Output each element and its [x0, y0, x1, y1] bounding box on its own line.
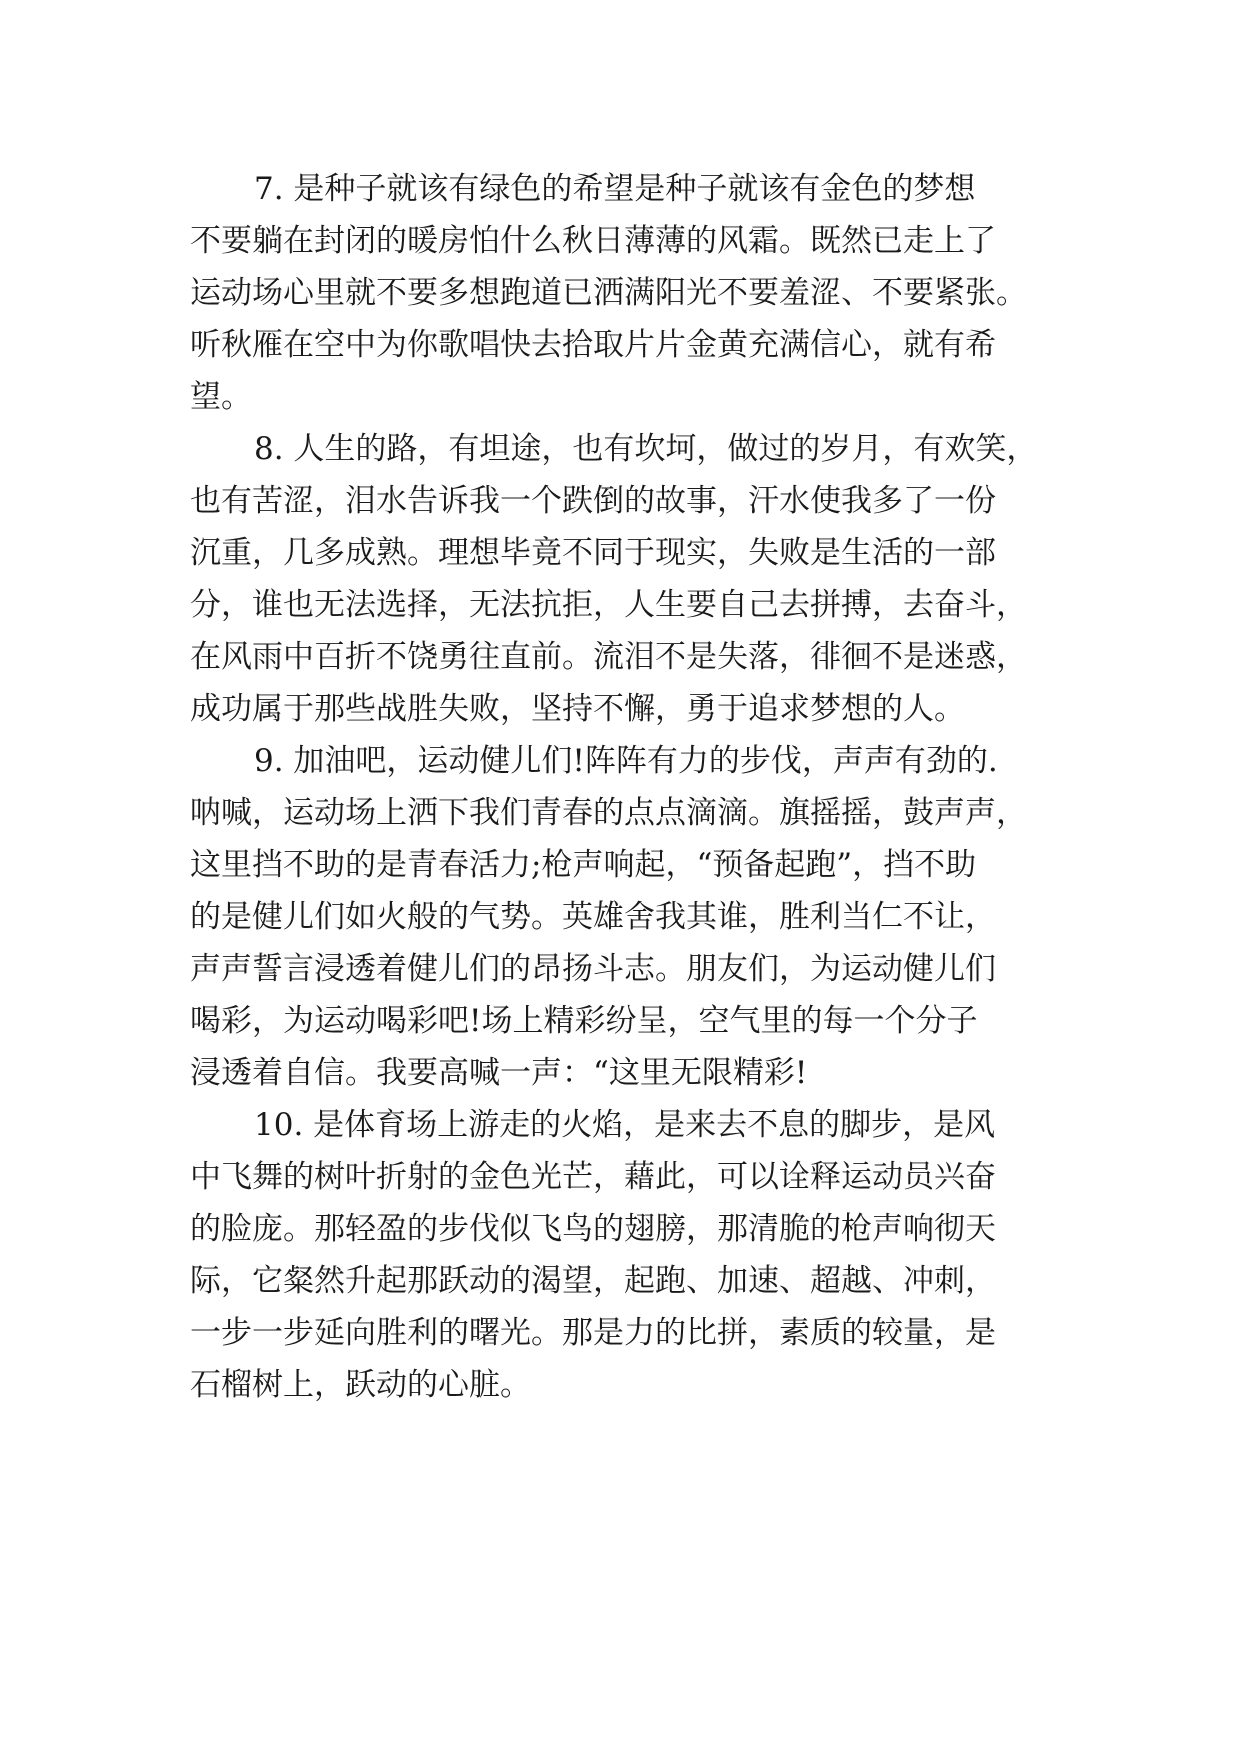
text-line: 沉重，几多成熟。理想毕竟不同于现实，失败是生活的一部	[190, 535, 996, 571]
paragraph-8	[190, 423, 1090, 735]
text-line: 在风雨中百折不饶勇往直前。流泪不是失落，徘徊不是迷惑，	[190, 639, 1027, 675]
document-body	[190, 163, 1090, 1411]
paragraph-9	[190, 735, 1090, 1099]
text-line: 运动场心里就不要多想跑道已洒满阳光不要羞涩、不要紧张。	[190, 275, 1027, 311]
text-line: 成功属于那些战胜失败，坚持不懈，勇于追求梦想的人。	[190, 691, 965, 727]
text-line: 中飞舞的树叶折射的金色光芒，藉此，可以诠释运动员兴奋	[190, 1159, 996, 1195]
paragraph-10	[190, 1099, 1090, 1411]
text-line: 7. 是种子就该有绿色的希望是种子就该有金色的梦想	[254, 171, 976, 207]
text-line: 石榴树上，跃动的心脏。	[190, 1367, 531, 1403]
text-line: 8. 人生的路，有坦途，也有坎坷，做过的岁月，有欢笑，	[254, 431, 1038, 467]
text-line: 不要躺在封闭的暖房怕什么秋日薄薄的风霜。既然已走上了	[190, 223, 996, 259]
text-line: 喝彩，为运动喝彩吧!场上精彩纷呈，空气里的每一个分子	[190, 1003, 978, 1039]
text-line: 这里挡不助的是青春活力;枪声响起，“预备起跑”，挡不助	[190, 847, 977, 883]
text-line: 际，它粲然升起那跃动的渴望，起跑、加速、超越、冲刺，	[190, 1263, 996, 1299]
text-line: 9. 加油吧，运动健儿们!阵阵有力的步伐，声声有劲的.	[254, 743, 998, 779]
text-line: 听秋雁在空中为你歌唱快去拾取片片金黄充满信心，就有希	[190, 327, 996, 363]
text-line: 分，谁也无法选择，无法抗拒，人生要自己去拼搏，去奋斗，	[190, 587, 1027, 623]
text-line: 浸透着自信。我要高喊一声：“这里无限精彩!	[190, 1055, 808, 1091]
text-line: 也有苦涩，泪水告诉我一个跌倒的故事，汗水使我多了一份	[190, 483, 996, 519]
text-line: 的是健儿们如火般的气势。英雄舍我其谁，胜利当仁不让，	[190, 899, 996, 935]
text-line: 呐喊，运动场上洒下我们青春的点点滴滴。旗摇摇，鼓声声，	[190, 795, 1027, 831]
text-line: 10. 是体育场上游走的火焰，是来去不息的脚步，是风	[254, 1107, 996, 1143]
paragraph-7	[190, 163, 1090, 423]
text-line: 一步一步延向胜利的曙光。那是力的比拼，素质的较量，是	[190, 1315, 996, 1351]
text-line: 望。	[190, 379, 252, 415]
text-line: 声声誓言浸透着健儿们的昂扬斗志。朋友们，为运动健儿们	[190, 951, 996, 987]
text-line: 的脸庞。那轻盈的步伐似飞鸟的翅膀，那清脆的枪声响彻天	[190, 1211, 996, 1247]
